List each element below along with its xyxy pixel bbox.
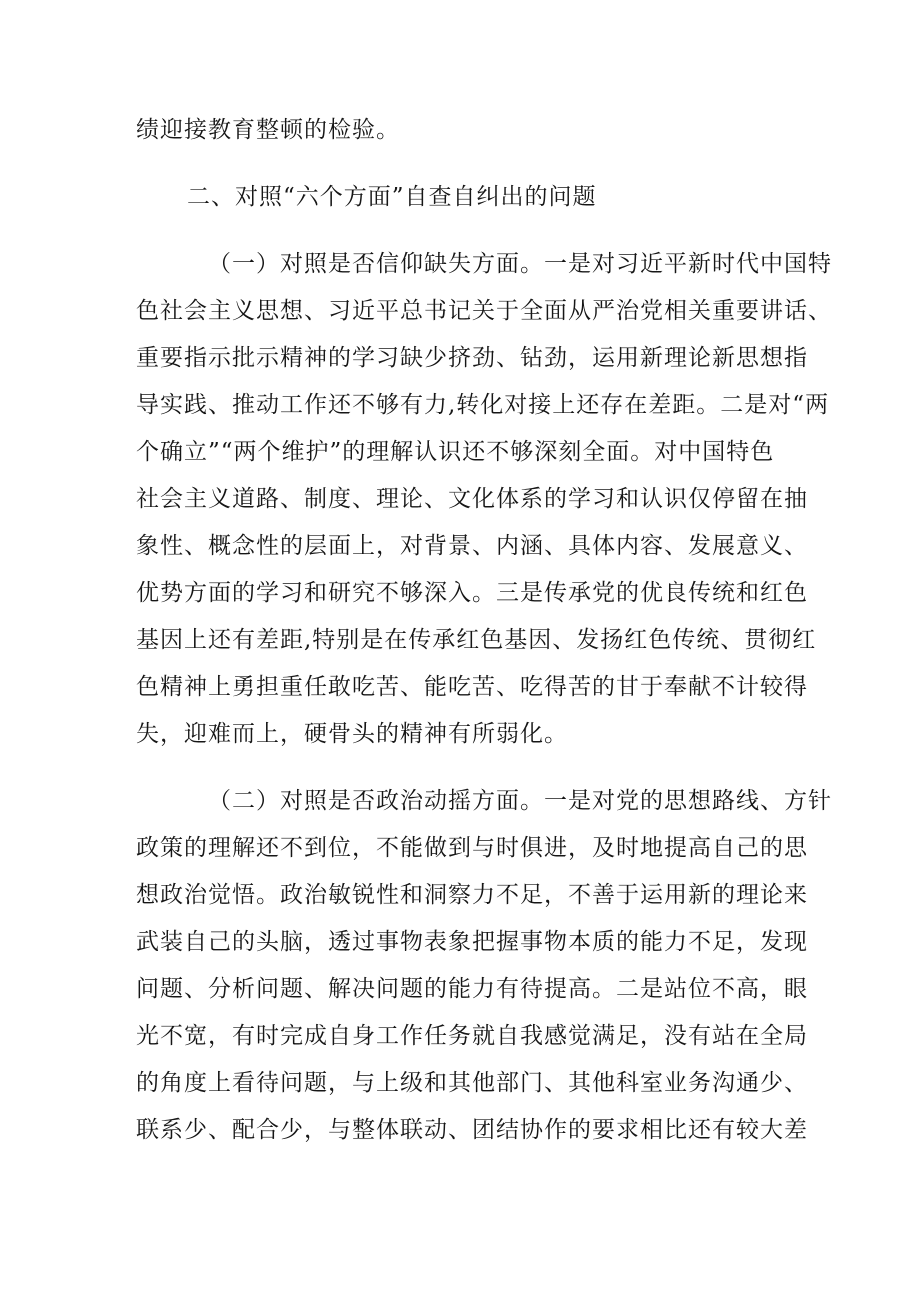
text-line: 联系少、配合少，与整体联动、团结协作的要求相比还有较大差 — [136, 1117, 808, 1143]
text-line: 色社会主义思想、习近平总书记关于全面从严治党相关重要讲话、 — [136, 298, 832, 324]
text-line: 想政治觉悟。政治敏锐性和洞察力不足，不善于运用新的理论来 — [136, 882, 808, 908]
text-line: 重要指示批示精神的学习缺少挤劲、钻劲，运用新理论新思想指 — [136, 345, 808, 371]
text-line: （二）对照是否政治动摇方面。一是对党的思想路线、方针 — [208, 788, 832, 814]
text-line: 导实践、推动工作还不够有力,转化对接上还存在差距。二是对“两 — [136, 392, 830, 418]
text-line: 的角度上看待问题，与上级和其他部门、其他科室业务沟通少、 — [136, 1070, 808, 1096]
text-line: 政策的理解还不到位，不能做到与时俱进，及时地提高自己的思 — [136, 835, 808, 861]
section-heading: 二、对照“六个方面”自查自纠出的问题 — [187, 184, 597, 210]
text-line: 优势方面的学习和研究不够深入。三是传承党的优良传统和红色 — [136, 580, 808, 606]
text-line: 社会主义道路、制度、理论、文化体系的学习和认识仅停留在抽 — [136, 486, 808, 512]
text-line: 绩迎接教育整顿的检验。 — [136, 117, 400, 143]
text-line: （一）对照是否信仰缺失方面。一是对习近平新时代中国特 — [208, 251, 832, 277]
text-line: 光不宽，有时完成自身工作任务就自我感觉满足，没有站在全局 — [136, 1023, 808, 1049]
text-line: 基因上还有差距,特别是在传承红色基因、发扬红色传统、贯彻红 — [136, 627, 817, 653]
text-line: 色精神上勇担重任敢吃苦、能吃苦、吃得苦的甘于奉献不计较得 — [136, 674, 808, 700]
text-line: 象性、概念性的层面上，对背景、内涵、具体内容、发展意义、 — [136, 533, 808, 559]
text-line: 失，迎难而上，硬骨头的精神有所弱化。 — [136, 721, 568, 747]
text-line: 武装自己的头脑，透过事物表象把握事物本质的能力不足，发现 — [136, 929, 808, 955]
text-line: 问题、分析问题、解决问题的能力有待提高。二是站位不高，眼 — [136, 976, 808, 1002]
text-line: 个确立”“两个维护”的理解认识还不够深刻全面。对中国特色 — [136, 439, 775, 465]
